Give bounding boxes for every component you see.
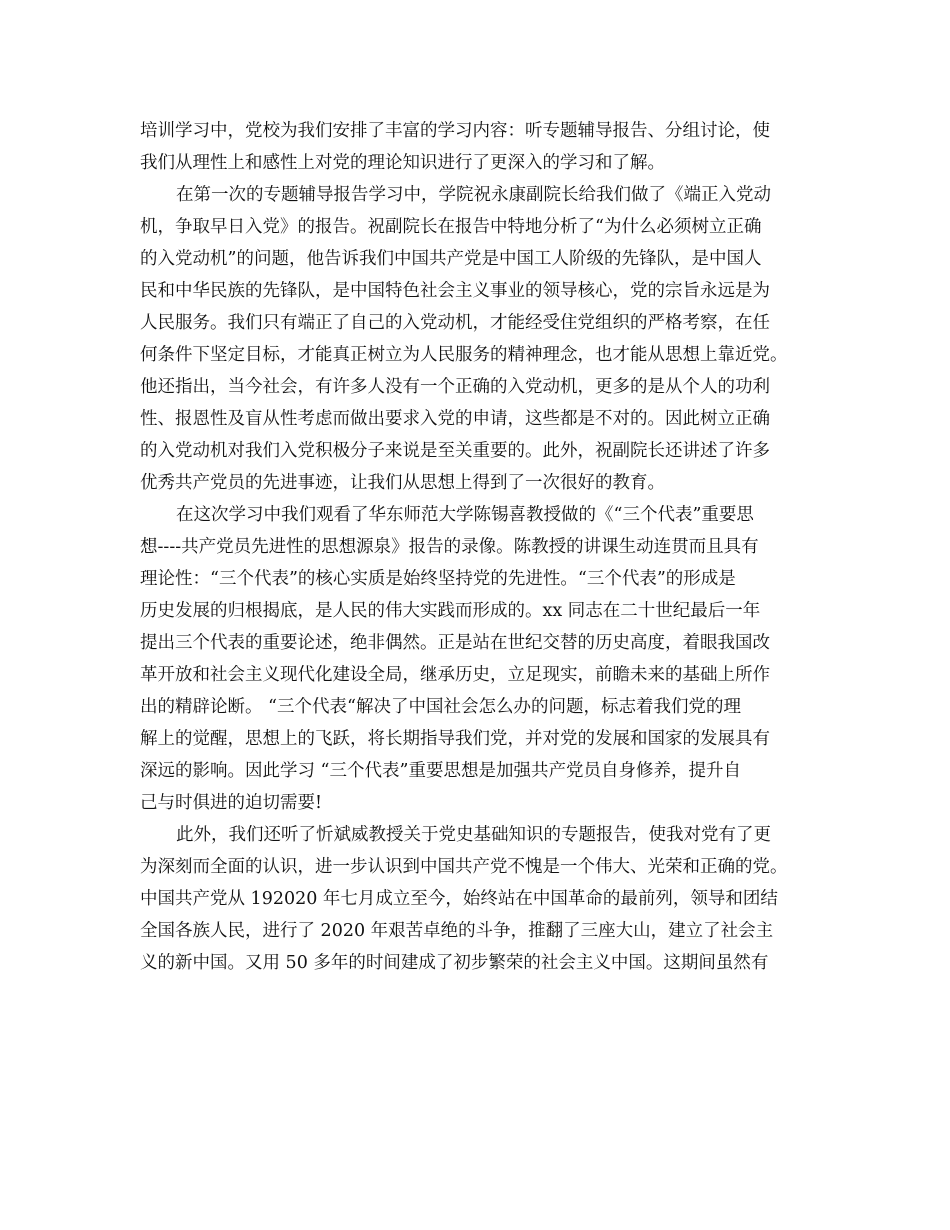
text-line: 全国各族人民，进行了 2020 年艰苦卓绝的斗争，推翻了三座大山，建立了社会主 [140, 921, 774, 941]
text-line: 义的新中国。又用 50 多年的时间建成了初步繁荣的社会主义中国。这期间虽然有 [140, 953, 769, 973]
paragraph [140, 819, 825, 979]
text-line: 性、报恩性及盲从性考虑而做出要求入党的申请，这些都是不对的。因此树立正确 [140, 409, 770, 429]
text-line: 此外，我们还听了忻斌威教授关于党史基础知识的专题报告，使我对党有了更 [176, 825, 771, 845]
text-line: 民和中华民族的先锋队，是中国特色社会主义事业的领导核心，党的宗旨永远是为 [140, 281, 770, 301]
document-body [140, 115, 825, 979]
text-line: 深远的影响。因此学习 “三个代表”重要思想是加强共产党员自身修养，提升自 [140, 761, 741, 781]
text-line: 人民服务。我们只有端正了自己的入党动机，才能经受住党组织的严格考察，在任 [140, 313, 770, 333]
paragraph [140, 115, 825, 179]
paragraph [140, 179, 825, 499]
paragraph [140, 499, 825, 819]
text-line: 他还指出，当今社会，有许多人没有一个正确的入党动机，更多的是从个人的功利 [140, 377, 770, 397]
text-line: 想----共产党员先进性的思想源泉》报告的录像。陈教授的讲课生动连贯而且具有 [140, 537, 759, 557]
text-line: 出的精辟论断。 “三个代表“解决了中国社会怎么办的问题，标志着我们党的理 [140, 697, 741, 717]
text-line: 己与时俱进的迫切需要! [140, 793, 323, 813]
text-line: 的入党动机”的问题，他告诉我们中国共产党是中国工人阶级的先锋队，是中国人 [140, 249, 762, 269]
text-line: 我们从理性上和感性上对党的理论知识进行了更深入的学习和了解。 [140, 153, 665, 173]
text-line: 培训学习中，党校为我们安排了丰富的学习内容：听专题辅导报告、分组讨论，使 [140, 121, 770, 141]
text-line: 为深刻而全面的认识，进一步认识到中国共产党不愧是一个伟大、光荣和正确的党。 [140, 857, 788, 877]
text-line: 理论性：“三个代表”的核心实质是始终坚持党的先进性。“三个代表”的形成是 [140, 569, 736, 589]
text-line: 中国共产党从 192020 年七月成立至今，始终站在中国革命的最前列，领导和团结 [140, 889, 778, 909]
text-line: 优秀共产党员的先进事迹，让我们从思想上得到了一次很好的教育。 [140, 473, 665, 493]
text-line: 历史发展的归根揭底，是人民的伟大实践而形成的。xx 同志在二十世纪最后一年 [140, 601, 761, 621]
text-line: 解上的觉醒，思想上的飞跃，将长期指导我们党，并对党的发展和国家的发展具有 [140, 729, 770, 749]
text-line: 提出三个代表的重要论述，绝非偶然。正是站在世纪交替的历史高度，着眼我国改 [140, 633, 770, 653]
text-line: 何条件下坚定目标，才能真正树立为人民服务的精神理念，也才能从思想上靠近党。 [140, 345, 788, 365]
text-line: 在这次学习中我们观看了华东师范大学陈锡喜教授做的《“三个代表”重要思 [176, 505, 754, 525]
text-line: 机，争取早日入党》的报告。祝副院长在报告中特地分析了“为什么必须树立正确 [140, 217, 762, 237]
text-line: 的入党动机对我们入党积极分子来说是至关重要的。此外，祝副院长还讲述了许多 [140, 441, 770, 461]
text-line: 在第一次的专题辅导报告学习中，学院祝永康副院长给我们做了《端正入党动 [176, 185, 771, 205]
text-line: 革开放和社会主义现代化建设全局，继承历史，立足现实，前瞻未来的基础上所作 [140, 665, 770, 685]
